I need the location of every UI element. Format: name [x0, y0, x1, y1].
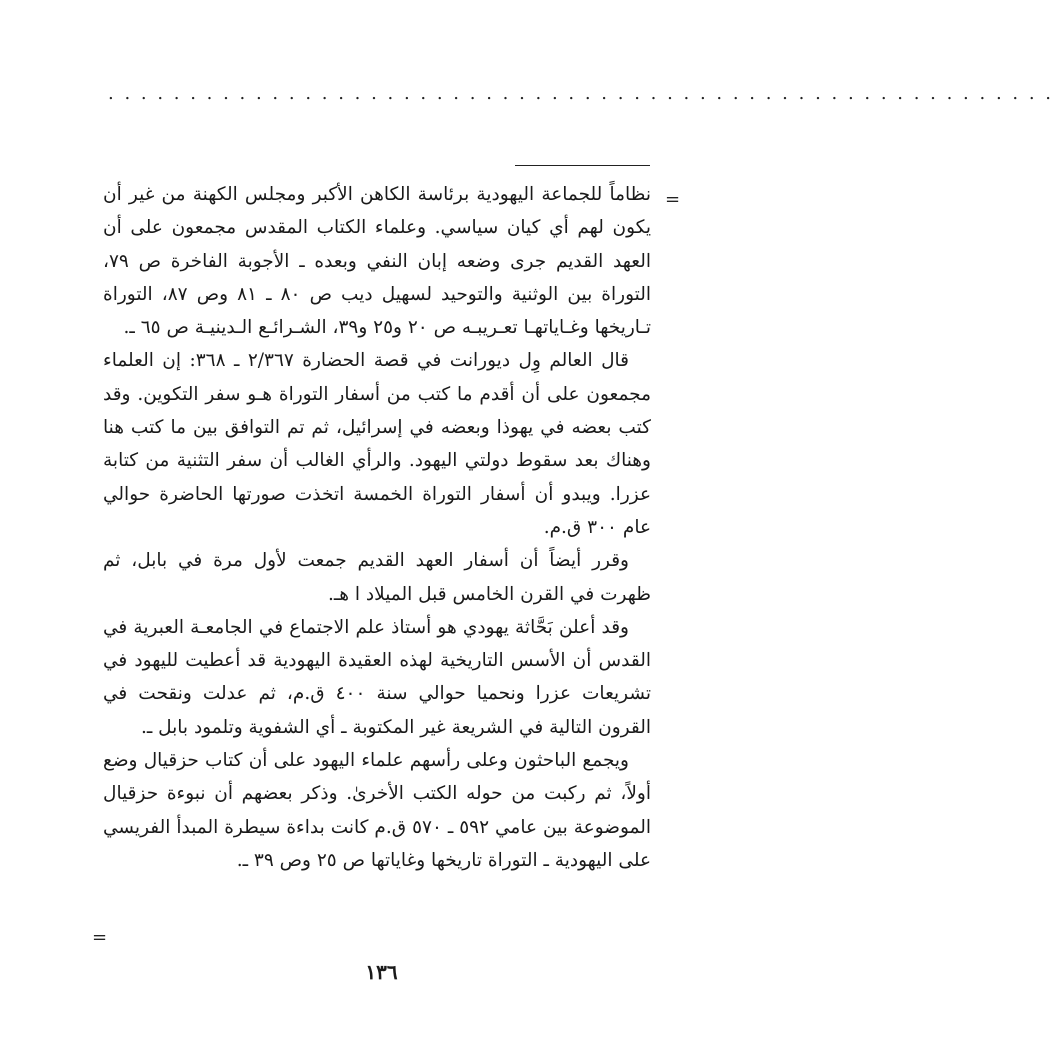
footnote-block: [103, 178, 651, 923]
footnote-paragraph: نظاماً للجماعة اليهودية برئاسة الكاهن الأكبر ومجلس الكهنة من غير أن يكون لهم أي كيان سياسي. وعلماء الكتاب المقدس مجمعون على أن العهد القديم جرى وضعه إبان النفي وبعده ـ الأجوبة الفاخرة ص ٧٩، التوراة بين الوثنية والتوحيد لسهيل ديب ص ٨٠ ـ ٨١ وص ٨٧، التوراة تـاريخها وغـاياتهـا تعـريبـه ص ٢٠ و٢٥ و٣٩، الشـرائـع الـدينيـة ص ٦٥ ـ.: [103, 184, 651, 339]
footnote-paragraph: ويجمع الباحثون وعلى رأسهم علماء اليهود على أن كتاب حزقيال وضع أولاً، ثم ركبت من حوله الكتب الأخرىٰ. وذكر بعضهم أن نبوءة حزقيال الموضوعة بين عامي ٥٩٢ ـ ٥٧٠ ق.م كانت بداءة سيطرة المبدأ الفريسي على اليهودية ـ التوراة تاريخها وغاياتها ص ٢٥ وص ٣٩ ـ.: [103, 750, 651, 871]
footnote-rule: [515, 165, 650, 166]
footnote-paragraph: وقد أعلن بَحَّاثة يهودي هو أستاذ علم الاجتماع في الجامعـة العبرية في القدس أن الأسس التاريخية لهذه العقيدة اليهودية قد أعطيت لليهود في تشريعات عزرا ونحميا حوالي سنة ٤٠٠ ق.م، ثم عدلت ونقحت في القرون التالية في الشريعة غير المكتوبة ـ أي الشفوية وتلمود بابل ـ.: [103, 616, 652, 738]
footnote-paragraph: قال العالم وِل ديورانت في قصة الحضارة ٢/٣٦٧ ـ ٣٦٨: إن العلماء مجمعون على أن أقدم ما كتب من أسفار التوراة هـو سفر التكوين. وقد كتب بعضه في يهوذا وبعضه في إسرائيل، ثم تم التوافق بين ما كتب هنا وهناك بعد سقوط دولتي اليهود. والرأي الغالب أن سفر التثنية من كتابة عزرا. ويبدو أن أسفار التوراة الخمسة اتخذت صورتها الحاضرة حوالي عام ٣٠٠ ق.م.: [103, 350, 651, 538]
footnote-paragraph: وقرر أيضاً أن أسفار العهد القديم جمعت لأول مرة في بابل، ثم ظهرت في القرن الخامس قبل الميلاد ا هـ.: [103, 550, 651, 605]
separator-dots: . . . . . . . . . . . . . . . . . . . . . . . . . . . . . . . . . . . . . . . . . . . . . . . . . . . . . . . . . .: [108, 83, 1054, 104]
page-number: ١٣٦: [365, 960, 398, 984]
continuation-mark-start: =: [665, 189, 681, 210]
continuation-mark-end: =: [92, 927, 108, 948]
